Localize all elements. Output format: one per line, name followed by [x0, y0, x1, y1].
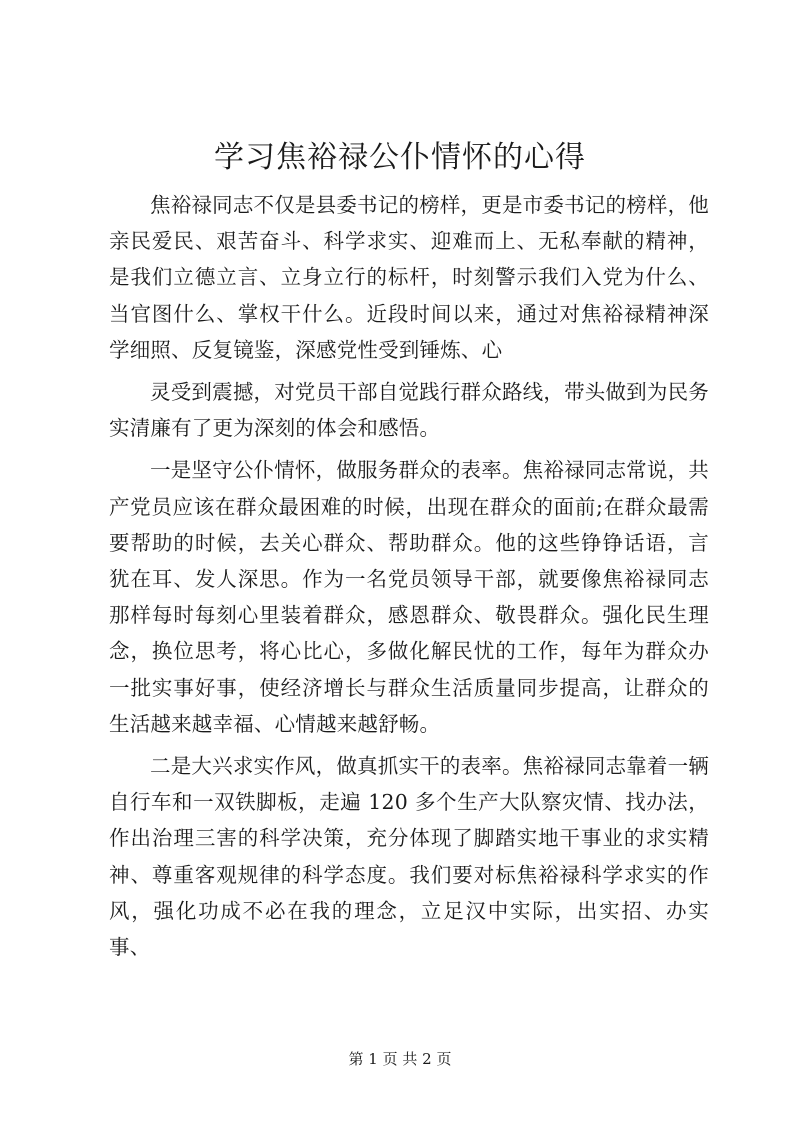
page-footer: 第 1 页 共 2 页	[348, 1050, 452, 1068]
paragraph-point-one: 一是坚守公仆情怀，做服务群众的表率。焦裕禄同志常说，共产党员应该在群众最困难的时候，出现在群众的面前;在群众最需要帮助的时候，去关心群众、帮助群众。他的这些铮铮话语，言犹在耳、发人深思。作为一名党员领导干部，就要像焦裕禄同志那样每时每刻心里装着群众，感恩群众、敬畏群众。强化民生理念，换位思考，将心比心，多做化解民忧的工作，每年为群众办一批实事好事，使经济增长与群众生活质量同步提高，让群众的生活越来越幸福、心情越来越舒畅。	[109, 458, 709, 736]
document-body	[109, 187, 709, 971]
paragraph-continuation: 灵受到震撼，对党员干部自觉践行群众路线，带头做到为民务实清廉有了更为深刻的体会和感悟。	[109, 380, 709, 441]
paragraph-intro: 焦裕禄同志不仅是县委书记的榜样，更是市委书记的榜样，他亲民爱民、艰苦奋斗、科学求实、迎难而上、无私奉献的精神，是我们立德立言、立身立行的标杆，时刻警示我们入党为什么、当官图什么、掌权干什么。近段时间以来，通过对焦裕禄精神深学细照、反复镜鉴，深感党性受到锤炼、心	[109, 193, 709, 362]
paragraph-point-two: 二是大兴求实作风，做真抓实干的表率。焦裕禄同志靠着一辆自行车和一双铁脚板，走遍 120 多个生产大队察灾情、找办法，作出治理三害的科学决策，充分体现了脚踏实地干事业的求实精神、尊重客观规律的科学态度。我们要对标焦裕禄科学求实的作风，强化功成不必在我的理念，立足汉中实际，出实招、办实事、	[109, 754, 709, 960]
page-title: 学习焦裕禄公仆情怀的心得	[214, 140, 586, 175]
